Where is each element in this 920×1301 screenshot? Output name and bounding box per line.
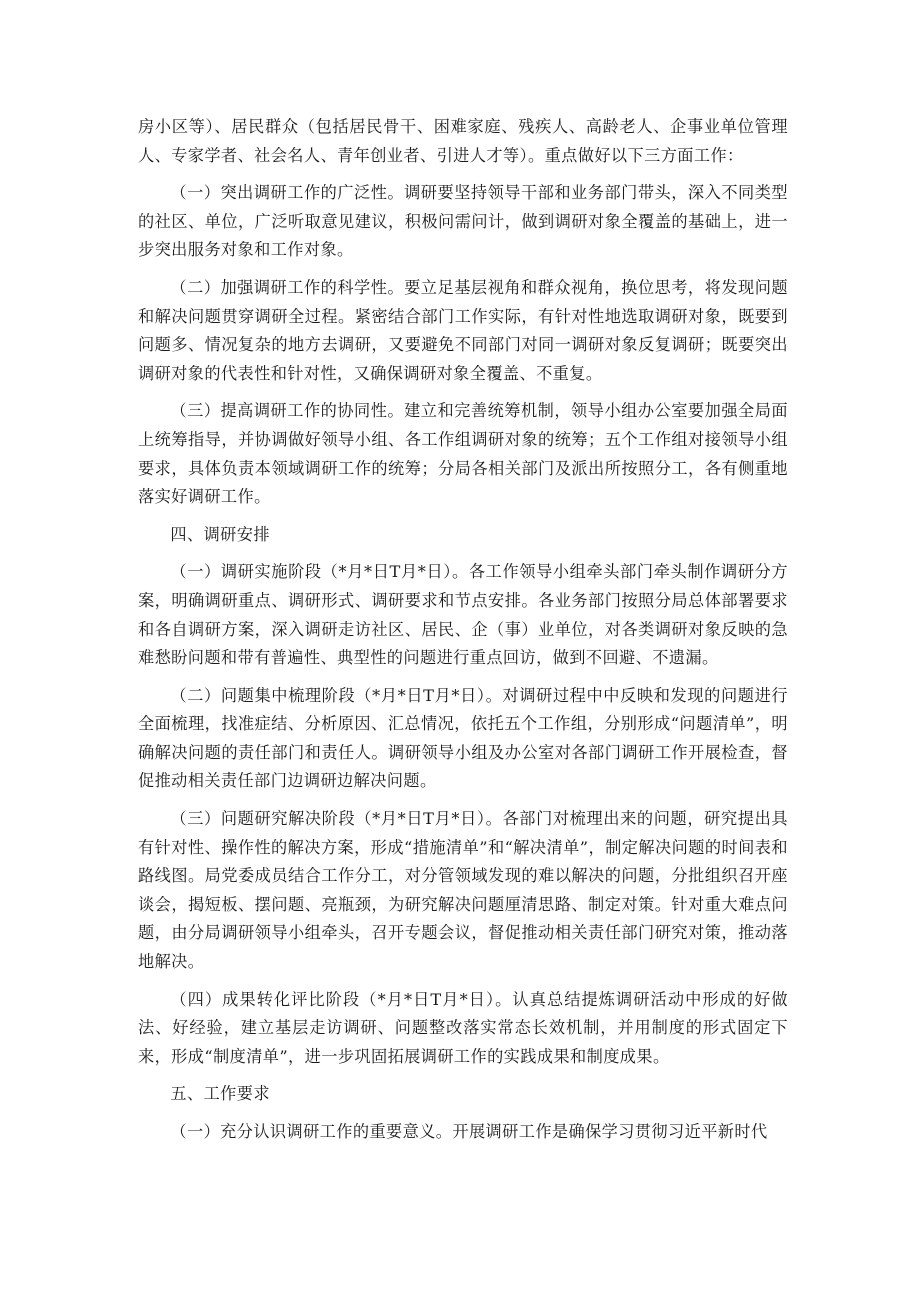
- document-body: [138, 113, 788, 1156]
- paragraph-coordination: （三）提高调研工作的协同性。建立和完善统筹机制，领导小组办公室要加强全局面上统筹指导，并协调做好领导小组、各工作组调研对象的统筹；五个工作组对接领导小组要求，具体负责本领域调研工作的统筹；分局各相关部门及派出所按照分工，各有侧重地落实好调研工作。: [138, 401, 788, 507]
- paragraph-scientific: （二）加强调研工作的科学性。要立足基层视角和群众视角，换位思考，将发现问题和解决问题贯穿调研全过程。紧密结合部门工作实际，有针对性地选取调研对象，既要到问题多、情况复杂的地方去调研，又要避免不同部门对同一调研对象反复调研；既要突出调研对象的代表性和针对性，又确保调研对象全覆盖、不重复。: [138, 277, 788, 383]
- paragraph-stage-solving: （三）问题研究解决阶段（*月*日T月*日）。各部门对梳理出来的问题，研究提出具有针对性、操作性的解决方案，形成“措施清单”和“解决清单”，制定解决问题的时间表和路线图。局党委成员结合工作分工，对分管领域发现的难以解决的问题，分批组织召开座谈会，揭短板、摆问题、亮瓶颈，为研究解决问题厘清思路、制定对策。针对重大难点问题，由分局调研领导小组牵头，召开专题会议，督促推动相关责任部门研究对策，推动落地解决。: [138, 809, 788, 972]
- paragraph-continuation: 房小区等）、居民群众（包括居民骨干、困难家庭、残疾人、高龄老人、企事业单位管理人、专家学者、社会名人、青年创业者、引进人才等）。重点做好以下三方面工作：: [138, 117, 788, 165]
- paragraph-breadth: （一）突出调研工作的广泛性。调研要坚持领导干部和业务部门带头，深入不同类型的社区、单位，广泛听取意见建议，积极问需问计，做到调研对象全覆盖的基础上，进一步突出服务对象和工作对象。: [138, 183, 788, 260]
- section-heading-schedule: 四、调研安排: [170, 524, 270, 544]
- paragraph-significance: （一）充分认识调研工作的重要意义。开展调研工作是确保学习贯彻习近平新时代: [170, 1122, 768, 1141]
- paragraph-stage-conversion: （四）成果转化评比阶段（*月*日T月*日）。认真总结提炼调研活动中形成的好做法、好经验，建立基层走访调研、问题整改落实常态长效机制，并用制度的形式固定下来，形成“制度清单”，进一步巩固拓展调研工作的实践成果和制度成果。: [138, 989, 788, 1066]
- paragraph-stage-implementation: （一）调研实施阶段（*月*日T月*日）。各工作领导小组牵头部门牵头制作调研分方案，明确调研重点、调研形式、调研要求和节点安排。各业务部门按照分局总体部署要求和各自调研方案，深入调研走访社区、居民、企（事）业单位，对各类调研对象反映的急难愁盼问题和带有普遍性、典型性的问题进行重点回访，做到不回避、不遗漏。: [138, 562, 788, 668]
- paragraph-stage-sorting: （二）问题集中梳理阶段（*月*日T月*日）。对调研过程中中反映和发现的问题进行全面梳理，找准症结、分析原因、汇总情况，依托五个工作组，分别形成“问题清单”，明确解决问题的责任部门和责任人。调研领导小组及办公室对各部门调研工作开展检查，督促推动相关责任部门边调研边解决问题。: [138, 685, 788, 791]
- section-heading-requirements: 五、工作要求: [170, 1084, 270, 1104]
